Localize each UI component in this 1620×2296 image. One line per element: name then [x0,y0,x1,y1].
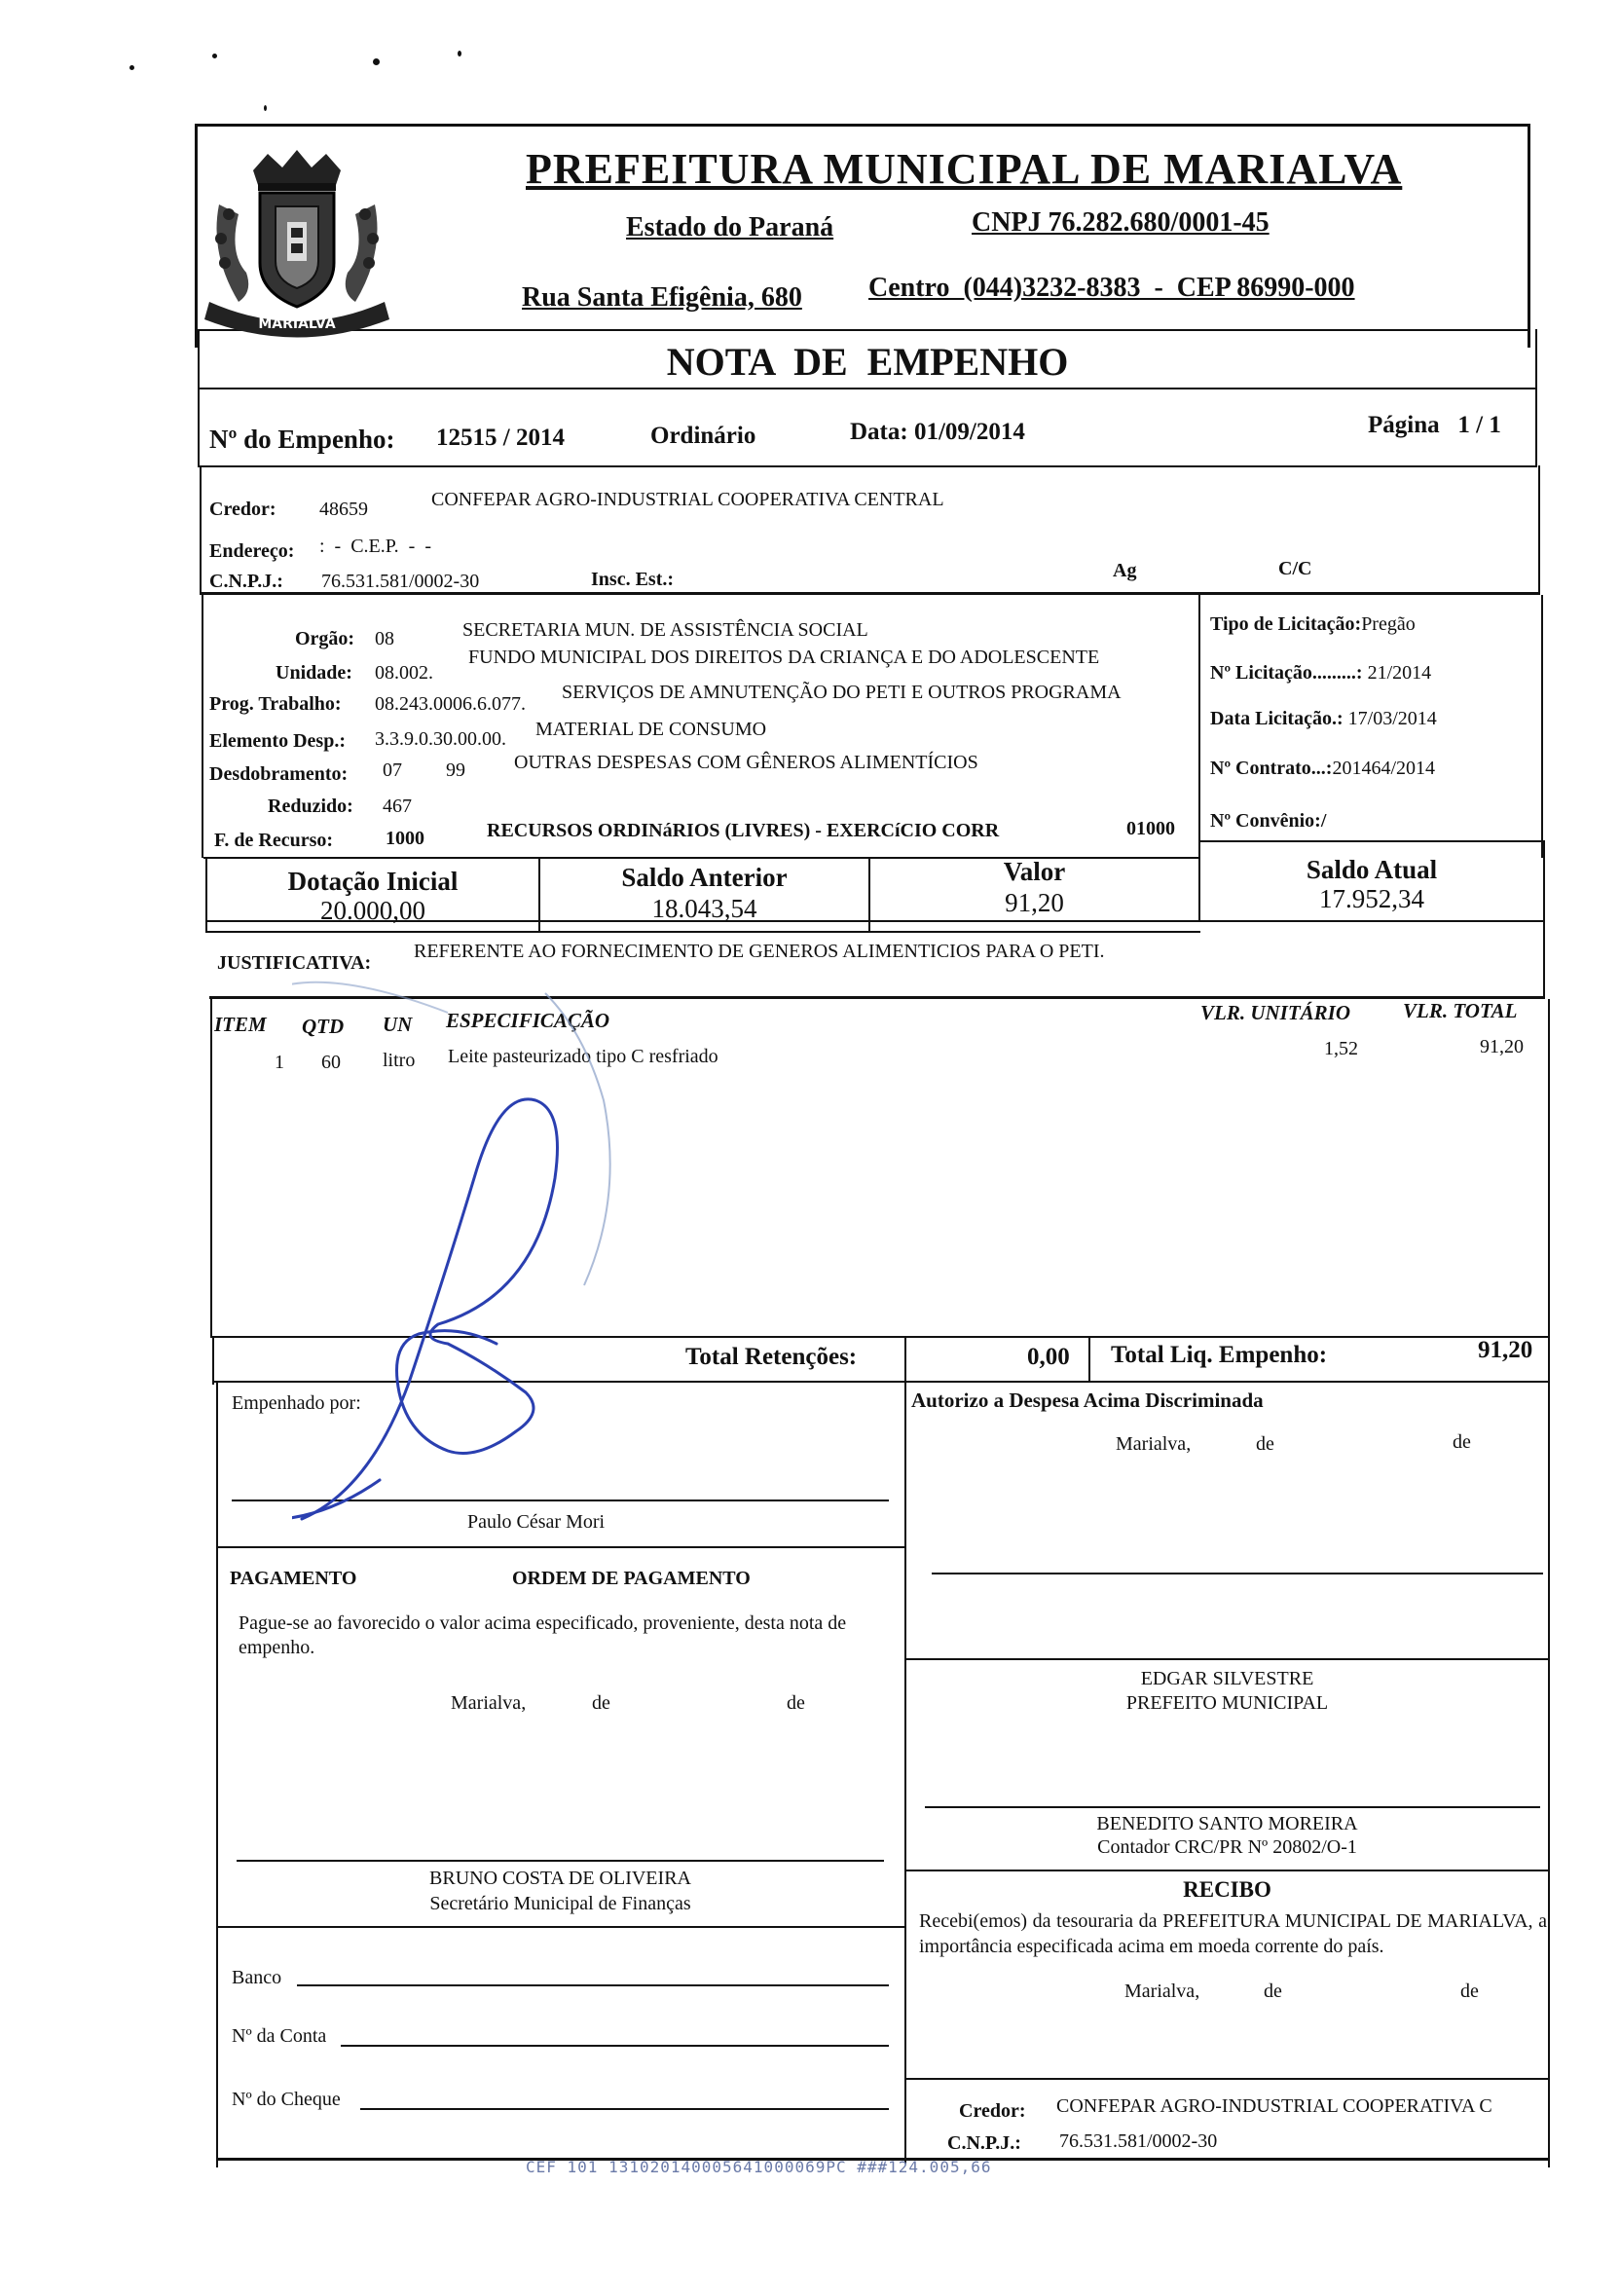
item-number: 1 [275,1052,284,1073]
numero-contrato-label: Nº Contrato...: [1210,758,1333,779]
justificativa-text: REFERENTE AO FORNECIMENTO DE GENEROS ALIMENTICIOS PARA O PETI. [414,941,1105,962]
item-unit-price: 1,52 [1324,1038,1358,1059]
numero-contrato [1210,758,1435,780]
credor-name: CONFEPAR AGRO-INDUSTRIAL COOPERATIVA CENTRAL [431,489,944,510]
elemento-name: MATERIAL DE CONSUMO [535,719,767,740]
banco-label: Banco [232,1967,282,1988]
data-licitacao-value: 17/03/2014 [1347,708,1437,729]
col-un-header: UN [383,1013,413,1036]
recurso-code2: 01000 [1126,818,1175,839]
ordem-pagamento-label: ORDEM DE PAGAMENTO [512,1568,751,1589]
recurso-name: RECURSOS ORDINáRIOS (LIVRES) - EXERCíCIO CORR [487,820,1000,841]
dotacao-value: 20.000,00 [320,896,425,925]
empenho-type: Ordinário [650,423,756,449]
autorizo-city: Marialva, [1116,1433,1192,1455]
desdobramento-name: OUTRAS DESPESAS COM GÊNEROS ALIMENTÍCIOS [514,752,978,773]
empenhado-signer: Paulo César Mori [467,1511,606,1533]
unidade-code: 08.002. [375,662,433,684]
col-item-header: ITEM [214,1013,267,1036]
autorizo-de2: de [1453,1431,1471,1453]
col-qtd-header: QTD [302,1015,345,1038]
scan-speck [458,51,461,56]
prog-trabalho-code: 08.243.0006.6.077. [375,693,526,715]
header-contact: Centro (044)3232-8383 - CEP 86990-000 [868,273,1355,303]
empenho-number: 12515 / 2014 [436,425,565,451]
saldo-atual-label: Saldo Atual [1306,855,1438,884]
numero-licitacao-label: Nº Licitação.........: [1210,662,1363,684]
col-spec-header: ESPECIFICAÇÃO [446,1009,610,1032]
prog-trabalho-label: Prog. Trabalho: [209,693,342,715]
header-address: Rua Santa Efigênia, 680 [522,282,802,313]
saldo-atual-value: 17.952,34 [1319,884,1424,913]
ag-label: Ag [1113,560,1137,581]
liquido-value: 91,20 [1478,1337,1533,1363]
scan-speck [373,58,380,65]
item-qtd: 60 [321,1052,341,1073]
reduzido-value: 467 [383,796,412,817]
data-licitacao [1210,708,1437,730]
elemento-label: Elemento Desp.: [209,730,346,752]
recibo-city: Marialva, [1124,1981,1200,2002]
header-cnpj: CNPJ 76.282.680/0001-45 [972,207,1270,238]
autorizo-label: Autorizo a Despesa Acima Discriminada [911,1389,1264,1412]
retencoes-label: Total Retenções: [685,1344,858,1370]
col-total-header: VLR. TOTAL [1403,999,1518,1022]
autorizo-de1: de [1256,1433,1274,1455]
recibo-cnpj-label: C.N.P.J.: [947,2132,1021,2154]
credor-label: Credor: [209,499,276,520]
dotacao-label: Dotação Inicial [287,867,459,896]
contador-name: BENEDITO SANTO MOREIRA [1096,1813,1358,1834]
tipo-licitacao [1210,613,1416,636]
item-un: litro [383,1050,416,1071]
recibo-credor: CONFEPAR AGRO-INDUSTRIAL COOPERATIVA C [1056,2095,1492,2117]
pagamento-de2: de [787,1692,805,1714]
credor-address: : - C.E.P. - - [319,536,431,557]
data-licitacao-label: Data Licitação.: [1210,708,1344,729]
secretario-role: Secretário Municipal de Finanças [429,1893,691,1914]
conta-label: Nº da Conta [232,2025,327,2047]
svg-text:MARIALVA: MARIALVA [258,316,336,332]
recibo-cnpj: 76.531.581/0002-30 [1059,2130,1218,2152]
cheque-label: Nº do Cheque [232,2089,341,2110]
scan-speck [264,105,267,111]
orgao-name: SECRETARIA MUN. DE ASSISTÊNCIA SOCIAL [462,619,868,641]
doc-title: NOTA DE EMPENHO [666,340,1069,384]
tipo-licitacao-value: Pregão [1361,613,1416,635]
recibo-credor-label: Credor: [959,2100,1026,2122]
recurso-code: 1000 [386,828,424,849]
handwritten-signature [292,974,701,1558]
recibo-text: Recebi(emos) da tesouraria da PREFEITURA MUNICIPAL DE MARIALVA, a importância especificada acima em moeda corrente do país. [919,1910,1547,1957]
recurso-label: F. de Recurso: [214,830,334,851]
unidade-name: FUNDO MUNICIPAL DOS DIREITOS DA CRIANÇA E DO ADOLESCENTE [468,647,1100,668]
numero-licitacao-value: 21/2014 [1367,662,1432,684]
pagamento-text: Pague-se ao favorecido o valor acima especificado, proveniente, desta nota de empenho. [239,1612,847,1658]
secretario-name: BRUNO COSTA DE OLIVEIRA [429,1868,691,1889]
recibo-title: RECIBO [1183,1877,1271,1902]
item-total: 91,20 [1480,1036,1524,1057]
pagamento-de1: de [592,1692,610,1714]
insc-est-label: Insc. Est.: [591,569,675,590]
header-title: PREFEITURA MUNICIPAL DE MARIALVA [526,145,1403,193]
credor-cnpj: 76.531.581/0002-30 [321,571,480,592]
empenho-number-label: Nº do Empenho: [209,425,395,454]
cc-label: C/C [1278,558,1312,579]
scan-speck [212,54,217,58]
credor-code: 48659 [319,499,368,520]
numero-contrato-value: 201464/2014 [1332,758,1436,779]
footer-cheque-code: CEF 101 131020140005641000069PC ###124.005,66 [526,2158,992,2176]
empenhado-label: Empenhado por: [232,1392,361,1414]
prefeito-name: EDGAR SILVESTRE [1140,1668,1314,1689]
pagamento-label: PAGAMENTO [230,1568,357,1589]
valor-value: 91,20 [1005,888,1064,917]
numero-convenio: Nº Convênio:/ [1210,810,1327,832]
prog-trabalho-name: SERVIÇOS DE AMNUTENÇÃO DO PETI E OUTROS PROGRAMA [562,682,1122,703]
orgao-label: Orgão: [295,628,355,649]
address-label: Endereço: [209,540,295,562]
recibo-de1: de [1264,1981,1282,2002]
retencoes-value: 0,00 [1027,1344,1070,1370]
credor-cnpj-label: C.N.P.J.: [209,571,283,592]
tipo-licitacao-label: Tipo de Licitação: [1210,613,1362,635]
elemento-code: 3.3.9.0.30.00.00. [375,728,506,750]
unidade-label: Unidade: [276,662,352,684]
liquido-label: Total Liq. Empenho: [1111,1342,1328,1368]
page-number: Página 1 / 1 [1368,412,1501,438]
scan-speck [129,65,134,70]
desdobramento-b: 99 [446,759,465,781]
saldo-anterior-value: 18.043,54 [651,894,757,923]
col-unit-price-header: VLR. UNITÁRIO [1200,1001,1351,1024]
empenho-date: Data: 01/09/2014 [850,419,1025,445]
desdobramento-a: 07 [383,759,402,781]
reduzido-label: Reduzido: [268,796,353,817]
recibo-de2: de [1460,1981,1479,2002]
desdobramento-label: Desdobramento: [209,763,349,785]
valor-label: Valor [1003,857,1066,886]
header-state: Estado do Paraná [626,212,834,242]
contador-role: Contador CRC/PR Nº 20802/O-1 [1097,1836,1357,1858]
prefeito-role: PREFEITO MUNICIPAL [1125,1692,1329,1714]
justificativa-label: JUSTIFICATIVA: [217,952,372,974]
orgao-code: 08 [375,628,394,649]
saldo-anterior-label: Saldo Anterior [621,863,788,892]
numero-licitacao [1210,662,1431,685]
pagamento-city: Marialva, [451,1692,527,1714]
coat-of-arms-logo [200,146,394,341]
item-spec: Leite pasteurizado tipo C resfriado [448,1046,718,1067]
